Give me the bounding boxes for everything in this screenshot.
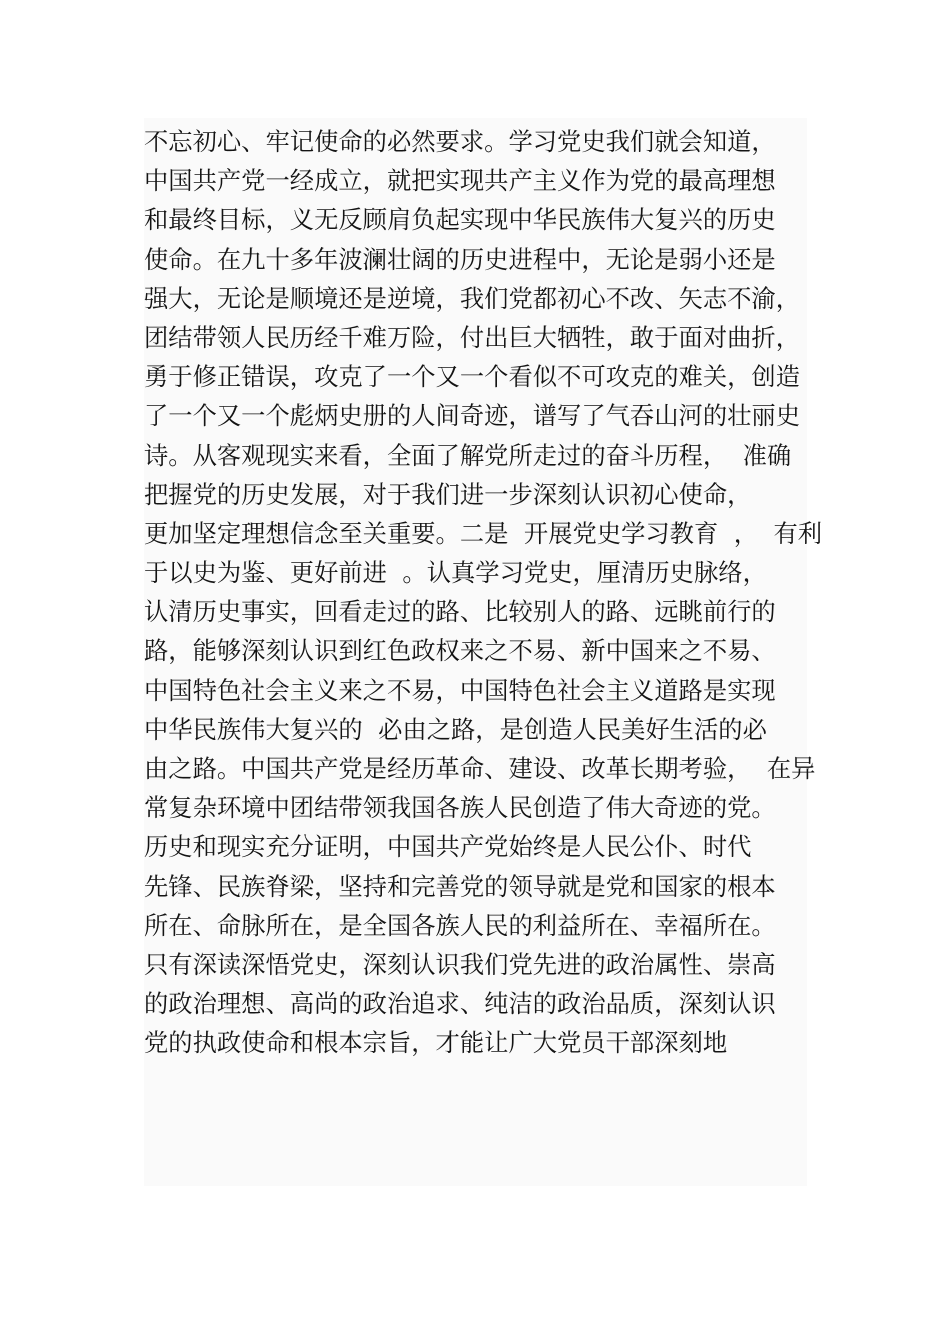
text-line: 把握党的历史发展，对于我们进一步深刻认识初心使命， bbox=[144, 479, 752, 509]
text-line: 了一个又一个彪炳史册的人间奇迹，谱写了气吞山河的壮丽史 bbox=[144, 401, 801, 431]
text-line: 先锋、民族脊梁，坚持和完善党的领导就是党和国家的根本 bbox=[144, 871, 776, 901]
text-line: 党的执政使命和根本宗旨，才能让广大党员干部深刻地 bbox=[144, 1028, 728, 1058]
text-line: 中国特色社会主义来之不易，中国特色社会主义道路是实现 bbox=[144, 675, 776, 705]
text-line: 团结带领人民历经千难万险，付出巨大牺牲，敢于面对曲折， bbox=[144, 322, 801, 352]
text-line: 认清历史事实，回看走过的路、比较别人的路、远眺前行的 bbox=[144, 597, 776, 627]
text-line: 更加坚定理想信念至关重要。二是 开展党史学习教育 ， 有利 bbox=[144, 518, 823, 548]
text-line: 由之路。中国共产党是经历革命、建设、改革长期考验， 在异 bbox=[144, 754, 816, 783]
text-line: 常复杂环境中团结带领我国各族人民创造了伟大奇迹的党。 bbox=[144, 793, 776, 823]
text-line: 中国共产党一经成立，就把实现共产主义作为党的最高理想 bbox=[144, 166, 776, 196]
text-line: 的政治理想、高尚的政治追求、纯洁的政治品质，深刻认识 bbox=[144, 989, 776, 1019]
text-line: 历史和现实充分证明，中国共产党始终是人民公仆、时代 bbox=[144, 832, 752, 862]
text-line: 和最终目标，义无反顾肩负起实现中华民族伟大复兴的历史 bbox=[144, 205, 776, 235]
text-line: 诗。从客观现实来看，全面了解党所走过的奋斗历程， 准确 bbox=[144, 440, 792, 470]
text-line: 中华民族伟大复兴的 必由之路，是创造人民美好生活的必 bbox=[144, 714, 767, 744]
text-line: 使命。在九十多年波澜壮阔的历史进程中，无论是弱小还是 bbox=[144, 244, 776, 274]
text-line: 强大，无论是顺境还是逆境，我们党都初心不改、矢志不渝， bbox=[144, 283, 801, 313]
text-line: 勇于修正错误，攻克了一个又一个看似不可攻克的难关，创造 bbox=[144, 362, 801, 392]
text-line: 所在、命脉所在，是全国各族人民的利益所在、幸福所在。 bbox=[144, 910, 776, 940]
text-line: 于以史为鉴、更好前进 。认真学习党史，厘清历史脉络， bbox=[144, 558, 767, 588]
text-line: 路，能够深刻认识到红色政权来之不易、新中国来之不易、 bbox=[144, 636, 776, 666]
text-line: 不忘初心、牢记使命的必然要求。学习党史我们就会知道， bbox=[144, 127, 776, 156]
text-line: 只有深读深悟党史，深刻认识我们党先进的政治属性、崇高 bbox=[144, 949, 776, 979]
document-body bbox=[144, 122, 834, 1063]
